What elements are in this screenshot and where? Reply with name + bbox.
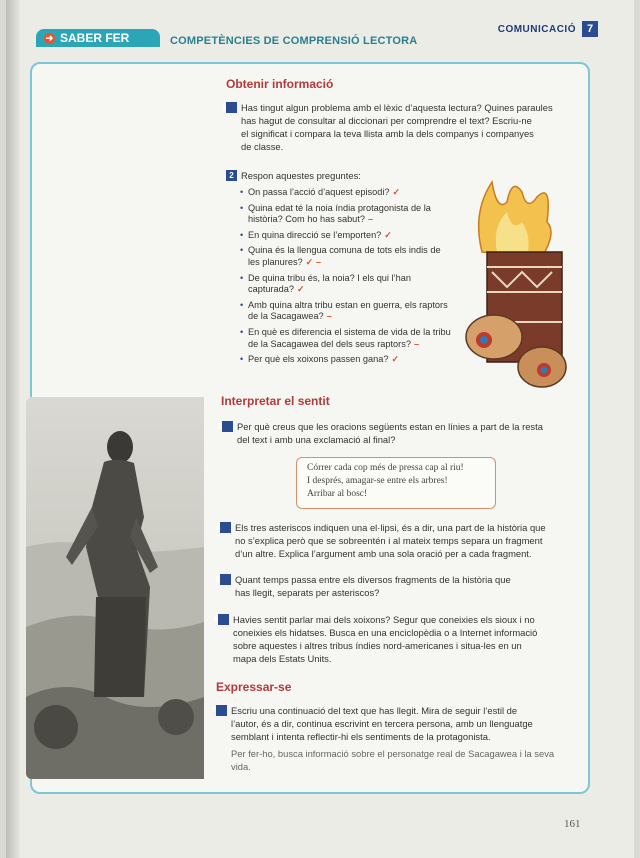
- saber-fer-tab: [36, 29, 160, 47]
- question-7: 7 Escriu una continuació del text que has llegit. Mira de seguir l’estil de l’autor, és a dir, continua escrivint en tercera persona, amb un llenguatge semblant i intenta reflectir-hi els sentiments de la protagonista. Per fer-ho, busca informació sobre el personatge real de Sacagawea i la seva vida.: [211, 705, 555, 772]
- heading-expressar-se: Expressar-se: [216, 680, 292, 694]
- unit-number-badge: 7: [582, 21, 598, 37]
- sacagawea-illustration: [26, 397, 204, 779]
- question-number: 1: [226, 102, 237, 113]
- question-number: 5: [220, 574, 231, 585]
- question-3: 3 Per què creus que les oracions següents estan en línies a part de la resta del text i amb una exclamació al final?: [217, 421, 543, 445]
- question-number: 2: [226, 170, 237, 181]
- question-5: 5 Quant temps passa entre els diversos fragments de la història que has llegit, separats per asteriscos?: [215, 574, 511, 598]
- heading-obtenir-informacio: Obtenir informació: [226, 77, 334, 91]
- list-item: • Amb quina altra tribu estan en guerra, els raptors de la Sacagawea? –: [240, 300, 452, 323]
- fire-basket-moccasins-illustration: [462, 172, 572, 400]
- page-subtitle: COMPETÈNCIES DE COMPRENSIÓ LECTORA: [170, 35, 418, 47]
- list-item: • On passa l’acció d’aquest episodi? ✓: [240, 187, 452, 199]
- list-item: • De quina tribu és, la noia? I els qui l’han capturada? ✓: [240, 273, 452, 296]
- page-header: [498, 21, 598, 37]
- section-label: COMUNICACIÓ: [497, 23, 576, 35]
- list-item: • En què es diferencia el sistema de vida de la tribu de la Sacagawea del dels seus raptors? –: [240, 327, 452, 350]
- quoted-sentences-box: Córrer cada cop més de pressa cap al riu! I després, amagar-se entre els arbres! Arribar al bosc!: [296, 457, 496, 509]
- question-number: 6: [218, 614, 229, 625]
- heading-interpretar-sentit: Interpretar el sentit: [221, 394, 330, 408]
- question-2-list: [240, 187, 452, 370]
- question-2-intro: 2 Respon aquestes preguntes:: [226, 169, 456, 182]
- question-number: 7: [216, 705, 227, 716]
- question-4: 4 Els tres asteriscos indiquen una el·lipsi, és a dir, una part de la història que no s’explica però que se sobreentén i al mateix temps separa un fragment d’un altre. Explica l’argument amb una sola oració per a cada fragment.: [215, 522, 546, 559]
- arrow-right-icon: ➜: [45, 32, 54, 43]
- list-item: • En quina direcció se l’emporten? ✓: [240, 230, 452, 242]
- question-1: 1 Has tingut algun problema amb el lèxic d’aquesta lectura? Quines paraules has hagut de consultar al diccionari per comprendre el text? Escriu-ne el significat i compara la teva llista amb la dels companys i companyes de classe.: [221, 102, 553, 152]
- question-6: 6 Havies sentit parlar mai dels xoixons? Segur que coneixies els sioux i no coneixies els hidatses. Busca en una enciclopèdia o a Internet informació sobre aquestes i altres tribus índies nord-americanes i situa-les en un mapa dels Estats Units.: [213, 614, 538, 664]
- list-item: • Quina és la llengua comuna de tots els indis de les planures? ✓ –: [240, 245, 452, 268]
- page-number: 161: [564, 818, 581, 830]
- list-item: • Per què els xoixons passen gana? ✓: [240, 354, 452, 366]
- tab-label: SABER FER: [60, 31, 130, 45]
- question-number: 4: [220, 522, 231, 533]
- question-number: 3: [222, 421, 233, 432]
- book-spine: [6, 0, 20, 858]
- list-item: • Quina edat té la noia índia protagonista de la història? Com ho has sabut? –: [240, 203, 452, 226]
